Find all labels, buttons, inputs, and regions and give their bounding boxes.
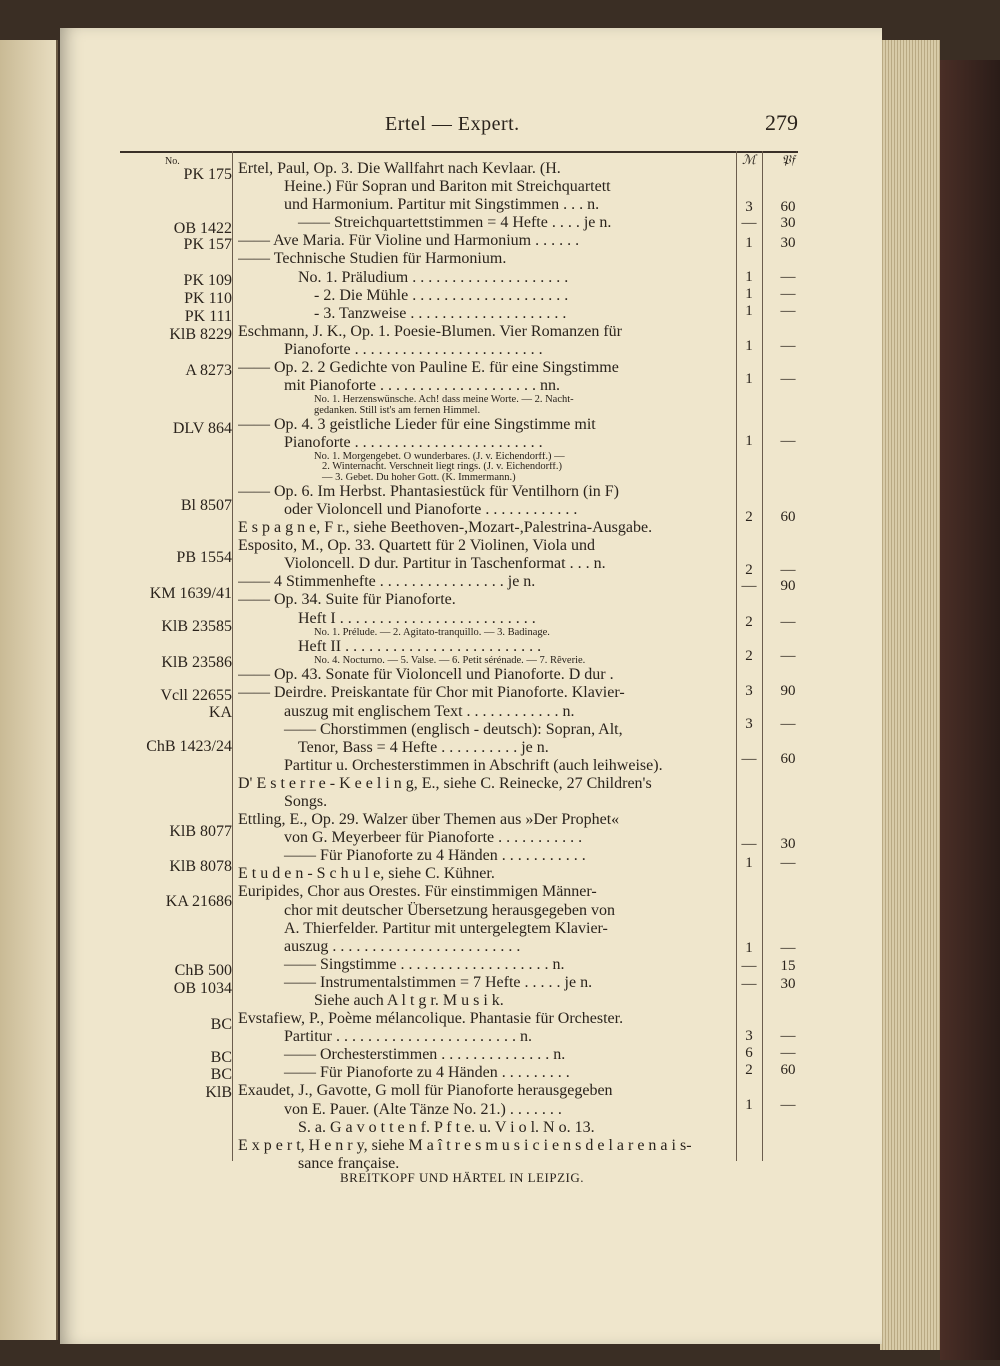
entry-note: gedanken. Still ist's am fernen Himmel. [314,405,481,416]
entry-line: —— Op. 43. Sonate für Violoncell und Pianoforte. D dur . [238,666,614,684]
entry-line: und Harmonium. Partitur mit Singstimmen . . . n. [284,196,600,214]
entry-line: mit Pianoforte . . . . . . . . . . . . . . . . . . . . nn. [284,377,560,395]
price-mark: — [741,958,757,974]
price-mark: 1 [745,433,753,449]
price-pfennig: — [780,433,796,449]
entry-line: —— Streichquartettstimmen = 4 Hefte . . . . je n. [298,214,612,232]
plate-number: Bl 8507 [180,497,232,514]
entry-line: oder Violoncell und Pianoforte . . . . . . . . . . . . [284,500,578,518]
entry-line: von G. Meyerbeer für Pianoforte . . . . . . . . . . . [284,829,583,847]
price-mark: 3 [745,1028,753,1044]
entry-line: Pianoforte . . . . . . . . . . . . . . . . . . . . . . . . [284,433,543,451]
price-pfennig: — [780,855,796,871]
entry-line: Exaudet, J., Gavotte, G moll für Pianoforte herausgegeben [238,1082,613,1100]
entry-line: Tenor, Bass = 4 Hefte . . . . . . . . . . je n. [298,738,549,756]
entry-line: —— Instrumentalstimmen = 7 Hefte . . . . . je n. [284,973,593,991]
price-mark: 1 [745,371,753,387]
entry-line: —— Für Pianoforte zu 4 Händen . . . . . . . . . . . [284,847,586,865]
plate-number: PB 1554 [176,549,232,566]
entry-line: Euripides, Chor aus Orestes. Für einstimmigen Männer- [238,883,597,901]
entry-line: - 3. Tanzweise . . . . . . . . . . . . . . . . . . . . [314,304,567,322]
header-rule [120,151,798,153]
entry-line: No. 1. Präludium . . . . . . . . . . . . . . . . . . . . [298,268,569,286]
price-pfennig: 60 [780,751,796,767]
plate-number: KlB 23586 [161,654,232,671]
plate-number: BC [210,1049,232,1066]
plate-number: KA 21686 [165,893,232,910]
price-mark: 1 [745,269,753,285]
entry-line: chor mit deutscher Übersetzung herausgegeben von [284,901,615,919]
price-pfennig: — [780,303,796,319]
plate-number: PK 175 [183,166,232,183]
price-mark: — [741,836,757,852]
price-mark: 2 [745,1062,753,1078]
price-pfennig: — [780,286,796,302]
entry-line: E s p a g n e, F r., siehe Beethoven-,Mozart-,Palestrina-Ausgabe. [238,519,653,537]
price-pfennig: — [780,338,796,354]
price-pfennig: 15 [780,958,796,974]
price-mark: — [741,215,757,231]
price-mark: 1 [745,338,753,354]
price-mark: 3 [745,683,753,699]
entry-line: E t u d e n - S c h u l e, siehe C. Kühner. [238,865,495,883]
plate-number: ChB 500 [174,962,232,979]
price-mark: 1 [745,940,753,956]
price-mark: 1 [745,855,753,871]
column-header-mark: ℳ [742,152,756,167]
plate-number: KlB 8078 [169,858,232,875]
entry-line: —— 4 Stimmenhefte . . . . . . . . . . . . . . . . je n. [238,573,536,591]
price-pfennig: 60 [780,199,796,215]
column-rule-pfennig [762,151,763,1161]
plate-number: A 8273 [185,362,232,379]
entry-line: Evstafiew, P., Poème mélancolique. Phantasie für Orchester. [238,1010,624,1028]
price-mark: 3 [745,716,753,732]
entry-line: —— Für Pianoforte zu 4 Händen . . . . . . . . . [284,1064,570,1082]
entry-note: No. 1. Prélude. — 2. Agitato-tranquillo. — 3. Badinage. [314,627,550,638]
price-pfennig: 90 [780,578,796,594]
page-number: 279 [765,110,798,135]
price-pfennig: — [780,269,796,285]
book-left-page-edge [0,40,58,1340]
entry-line: Partitur . . . . . . . . . . . . . . . . . . . . . . . n. [284,1028,532,1046]
entry-line: Ettling, E., Op. 29. Walzer über Themen aus »Der Prophet« [238,811,620,829]
plate-number: KlB 8077 [169,823,232,840]
entry-line: Heft II . . . . . . . . . . . . . . . . . . . . . . . . . [298,637,542,655]
entry-line: Pianoforte . . . . . . . . . . . . . . . . . . . . . . . . [284,340,543,358]
entry-line: Ertel, Paul, Op. 3. Die Wallfahrt nach Kevlaar. (H. [238,160,561,177]
entry-line: D' E s t e r r e - K e e l i n g, E., siehe C. Reinecke, 27 Children's [238,774,652,792]
entry-line: von E. Pauer. (Alte Tänze No. 21.) . . . . . . . [284,1100,562,1118]
entry-line: Esposito, M., Op. 33. Quartett für 2 Violinen, Viola und [238,537,596,555]
entry-line: —— Technische Studien für Harmonium. [238,250,507,268]
price-mark: — [741,578,757,594]
price-pfennig: 30 [780,976,796,992]
book-cover [940,60,1000,1360]
entry-line: Songs. [284,792,328,810]
entry-line: auszug . . . . . . . . . . . . . . . . . . . . . . . . [284,937,521,955]
running-title: Ertel — Expert. [385,113,520,135]
price-mark: 3 [745,199,753,215]
entry-line: —— Op. 2. 2 Gedichte von Pauline E. für eine Singstimme [238,359,619,377]
price-pfennig: 60 [780,1062,796,1078]
price-pfennig: — [780,1045,796,1061]
plate-number: KlB [205,1084,232,1101]
entry-line: —— Orchesterstimmen . . . . . . . . . . . . . . n. [284,1046,566,1064]
entry-line: Partitur u. Orchesterstimmen in Abschrift (auch leihweise). [284,756,663,774]
entry-line: —— Chorstimmen (englisch - deutsch): Sopran, Alt, [284,720,623,738]
price-pfennig: — [780,371,796,387]
price-mark: 1 [745,1097,753,1113]
entry-line: Eschmann, J. K., Op. 1. Poesie-Blumen. Vier Romanzen für [238,322,623,340]
entry-line: A. Thierfelder. Partitur mit untergelegtem Klavier- [284,919,608,937]
price-pfennig: — [780,1028,796,1044]
entry-line: E x p e r t, H e n r y, siehe M a î t r e s m u s i c i e n s d e l a r e n a i s- [238,1136,692,1154]
entry-line: - 2. Die Mühle . . . . . . . . . . . . . . . . . . . . [314,286,569,304]
price-pfennig: 30 [780,215,796,231]
column-rule-number [232,151,233,1161]
price-mark: — [741,751,757,767]
price-pfennig: — [780,614,796,630]
entry-line: —— Op. 34. Suite für Pianoforte. [238,591,456,609]
price-pfennig: 90 [780,683,796,699]
entry-line: S. a. G a v o t t e n f. P f t e. u. V i o l. N o. 13. [298,1118,595,1136]
price-pfennig: — [780,562,796,578]
price-pfennig: — [780,1097,796,1113]
plate-number: DLV 864 [172,420,232,437]
entry-line: Siehe auch A l t g r. M u s i k. [314,992,504,1010]
column-header-no: No. [165,156,180,167]
plate-number: OB 1422 [173,220,232,237]
plate-number: KM 1639/41 [149,585,232,602]
price-mark: — [741,976,757,992]
plate-number: KlB 8229 [169,326,232,343]
book-page-edges [880,40,940,1350]
entry-line: —— Deirdre. Preiskantate für Chor mit Pianoforte. Klavier- [238,684,625,702]
entry-note: No. 1. Herzenswünsche. Ach! dass meine Worte. — 2. Nacht- [314,395,574,406]
publisher-footer: BREITKOPF UND HÄRTEL IN LEIPZIG. [340,1170,585,1185]
price-pfennig: — [780,940,796,956]
plate-number: PK 110 [184,290,232,307]
plate-number: PK 111 [184,308,232,325]
plate-number: BC [210,1016,232,1033]
price-mark: 1 [745,303,753,319]
price-mark: 2 [745,509,753,525]
price-pfennig: — [780,716,796,732]
price-pfennig: 60 [780,509,796,525]
plate-number: OB 1034 [173,980,232,997]
plate-number: ChB 1423/24 [146,738,232,755]
entry-note: — 3. Gebet. Du hoher Gott. (K. Immermann.) [322,472,516,483]
entry-line: —— Op. 4. 3 geistliche Lieder für eine Singstimme mit [238,415,596,433]
catalog-entries [238,160,734,1173]
entry-line: —— Singstimme . . . . . . . . . . . . . . . . . . . n. [284,955,565,973]
price-mark: 2 [745,614,753,630]
entry-line: —— Ave Maria. Für Violine und Harmonium . . . . . . [238,232,580,250]
plate-number: Vcll 22655 [160,687,232,704]
plate-number: PK 157 [183,236,232,253]
plate-number: KlB 23585 [161,618,232,635]
entry-line: Violoncell. D dur. Partitur in Taschenformat . . . n. [284,555,606,573]
entry-note: 2. Winternacht. Verschneit liegt rings. (J. v. Eichendorff.) [322,462,563,473]
price-pfennig: 30 [780,235,796,251]
entry-line: auszug mit englischem Text . . . . . . . . . . . . n. [284,702,575,720]
entry-note: No. 4. Nocturno. — 5. Valse. — 6. Petit sérénade. — 7. Rêverie. [314,656,586,667]
column-header-pfennig: 𝔓𝔣 [781,152,795,167]
entry-line: —— Op. 6. Im Herbst. Phantasiestück für Ventilhorn (in F) [238,482,619,500]
price-mark: 2 [745,648,753,664]
plate-number: PK 109 [183,272,232,289]
entry-line: Heft I . . . . . . . . . . . . . . . . . . . . . . . . . [298,609,536,627]
entry-line: sance française. [298,1154,400,1172]
price-pfennig: 30 [780,836,796,852]
plate-number: BC [210,1066,232,1083]
entry-line: Heine.) Für Sopran und Bariton mit Streichquartett [284,178,611,196]
price-mark: 6 [745,1045,753,1061]
price-mark: 1 [745,286,753,302]
price-mark: 1 [745,235,753,251]
price-pfennig: — [780,648,796,664]
entry-note: No. 1. Morgengebet. O wunderbares. (J. v. Eichendorff.) — [314,452,565,462]
plate-number: KA [208,704,232,721]
price-mark: 2 [745,562,753,578]
